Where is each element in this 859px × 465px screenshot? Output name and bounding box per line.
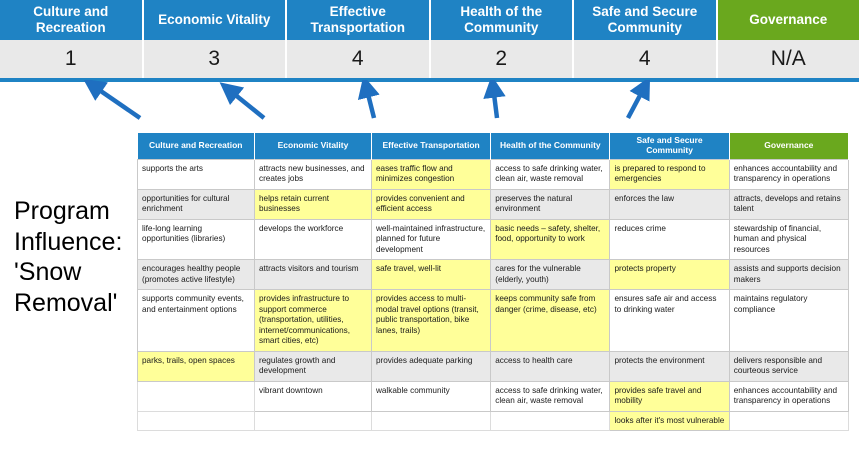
matrix-row: [138, 411, 849, 431]
matrix-row: [138, 189, 849, 219]
priority-header-band: [0, 0, 859, 40]
matrix-cell: [254, 411, 371, 431]
matrix-cell: access to health care: [491, 351, 610, 381]
arrow-culture-and-recreation: [92, 85, 140, 118]
matrix-cell: maintains regulatory compliance: [729, 290, 848, 352]
priority-header-governance: Governance: [718, 0, 859, 40]
matrix-cell: attracts visitors and tourism: [254, 260, 371, 290]
matrix-cell: provides convenient and efficient access: [371, 189, 490, 219]
matrix-cell: provides access to multi-modal travel options (transit, public transportation, bike lanes, trails): [371, 290, 490, 352]
matrix-cell: supports the arts: [138, 159, 255, 189]
priority-score-band: [0, 40, 859, 78]
caption-line-3: 'Snow: [14, 258, 82, 286]
matrix-row: [138, 219, 849, 260]
matrix-cell: provides infrastructure to support commerce (transportation, utilities, internet/communications, smart cities, etc): [254, 290, 371, 352]
matrix-cell: parks, trails, open spaces: [138, 351, 255, 381]
priority-header-culture-and-recreation: Culture and Recreation: [0, 0, 144, 40]
matrix-row: [138, 381, 849, 411]
matrix-row: [138, 351, 849, 381]
matrix-cell: protects property: [610, 260, 729, 290]
program-influence-caption: [14, 196, 134, 318]
score-economic-vitality: 3: [144, 40, 288, 78]
matrix-cell: attracts new businesses, and creates jobs: [254, 159, 371, 189]
arrow-effective-transportation: [366, 86, 374, 118]
matrix-row: [138, 290, 849, 352]
priority-header-health-of-the-community: Health of the Community: [431, 0, 575, 40]
matrix-cell: provides safe travel and mobility: [610, 381, 729, 411]
caption-line-1: Program: [14, 197, 110, 225]
priority-header-economic-vitality: Economic Vitality: [144, 0, 288, 40]
matrix-cell: stewardship of financial, human and physical resources: [729, 219, 848, 260]
matrix-cell: attracts, develops and retains talent: [729, 189, 848, 219]
matrix-cell: enforces the law: [610, 189, 729, 219]
score-safe-and-secure-community: 4: [574, 40, 718, 78]
matrix-cell: life-long learning opportunities (libraries): [138, 219, 255, 260]
score-effective-transportation: 4: [287, 40, 431, 78]
matrix-cell: is prepared to respond to emergencies: [610, 159, 729, 189]
caption-line-2: Influence:: [14, 227, 123, 256]
matrix-header-health-of-the-community: Health of the Community: [491, 133, 610, 159]
matrix-cell: walkable community: [371, 381, 490, 411]
matrix-header-culture-and-recreation: Culture and Recreation: [138, 133, 255, 159]
arrow-layer: [0, 80, 859, 135]
matrix-cell: [138, 411, 255, 431]
matrix-row: [138, 260, 849, 290]
matrix-cell: [729, 411, 848, 431]
matrix-cell: eases traffic flow and minimizes congestion: [371, 159, 490, 189]
matrix-header-safe-and-secure-community: Safe and Secure Community: [610, 133, 729, 159]
matrix-cell: [491, 411, 610, 431]
matrix-cell: looks after it's most vulnerable: [610, 411, 729, 431]
matrix-cell: basic needs – safety, shelter, food, opportunity to work: [491, 219, 610, 260]
matrix-cell: cares for the vulnerable (elderly, youth): [491, 260, 610, 290]
matrix-cell: enhances accountability and transparency in operations: [729, 381, 848, 411]
matrix-cell: provides adequate parking: [371, 351, 490, 381]
matrix-cell: ensures safe air and access to drinking water: [610, 290, 729, 352]
matrix-cell: well-maintained infrastructure, planned for future development: [371, 219, 490, 260]
score-governance: N/A: [770, 47, 806, 70]
matrix-cell: regulates growth and development: [254, 351, 371, 381]
arrow-economic-vitality: [228, 89, 264, 118]
matrix-cell: develops the workforce: [254, 219, 371, 260]
score-culture-and-recreation: 1: [0, 40, 144, 78]
matrix-cell: encourages healthy people (promotes active lifestyle): [138, 260, 255, 290]
matrix-cell: safe travel, well-lit: [371, 260, 490, 290]
matrix-cell: preserves the natural environment: [491, 189, 610, 219]
matrix-body: [138, 159, 849, 431]
matrix-cell: assists and supports decision makers: [729, 260, 848, 290]
matrix-header-governance: Governance: [729, 133, 848, 159]
matrix-header-effective-transportation: Effective Transportation: [371, 133, 490, 159]
matrix-cell: vibrant downtown: [254, 381, 371, 411]
matrix-cell: [138, 381, 255, 411]
priority-header-effective-transportation: Effective Transportation: [287, 0, 431, 40]
arrow-health-of-the-community: [493, 86, 497, 118]
matrix-cell: access to safe drinking water, clean air, waste removal: [491, 159, 610, 189]
priority-header-safe-and-secure-community: Safe and Secure Community: [574, 0, 718, 40]
priority-attributes-matrix: [137, 133, 849, 431]
matrix-cell: enhances accountability and transparency in operations: [729, 159, 848, 189]
matrix-header-row: [138, 133, 849, 159]
matrix-cell: helps retain current businesses: [254, 189, 371, 219]
matrix-cell: delivers responsible and courteous service: [729, 351, 848, 381]
matrix-cell: keeps community safe from danger (crime, disease, etc): [491, 290, 610, 352]
matrix-cell: protects the environment: [610, 351, 729, 381]
caption-line-4: Removal': [14, 288, 118, 317]
matrix-cell: opportunities for cultural enrichment: [138, 189, 255, 219]
arrow-safe-and-secure-community: [628, 86, 645, 118]
matrix-header-economic-vitality: Economic Vitality: [254, 133, 371, 159]
matrix-cell: supports community events, and entertainment options: [138, 290, 255, 352]
matrix-cell: [371, 411, 490, 431]
score-health-of-the-community: 2: [431, 40, 575, 78]
matrix-cell: reduces crime: [610, 219, 729, 260]
matrix-cell: access to safe drinking water, clean air, waste removal: [491, 381, 610, 411]
matrix-row: [138, 159, 849, 189]
